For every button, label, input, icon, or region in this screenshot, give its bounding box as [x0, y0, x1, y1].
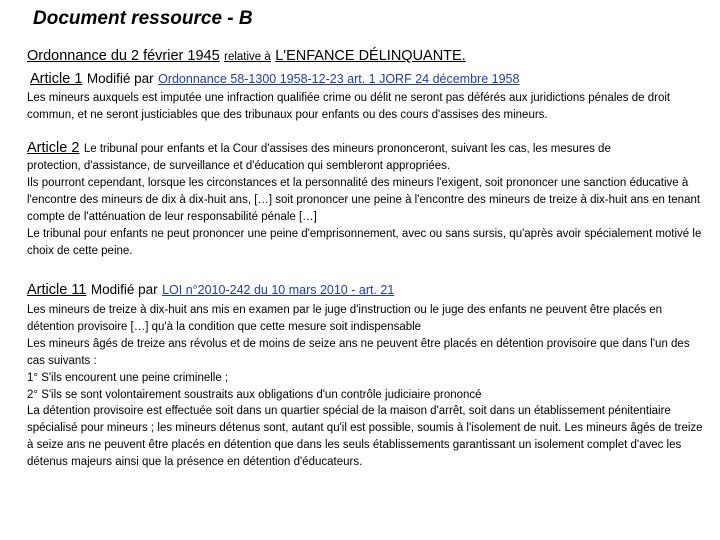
ordonnance-relative: relative à — [224, 51, 271, 63]
article-1 — [27, 70, 709, 124]
page-title: Document ressource - B — [33, 8, 253, 29]
article-1-modified: Modifié par — [86, 71, 154, 86]
article-11 — [27, 281, 709, 471]
article-1-label: Article 1 — [30, 71, 83, 87]
article-2-paragraph: protection, d'assistance, de surveillance et d'éducation qui sembleront appropriées. — [27, 160, 451, 172]
article-1-text: Les mineurs auxquels est imputée une infraction qualifiée crime ou délit ne seront pas déférés aux juridictions pénales de droit commun, et ne seront justiciables que des tribunaux pour enfants ou des cours d'assises des mineurs. — [27, 92, 671, 121]
article-11-paragraph: 1° S'ils encourent une peine criminelle ; — [27, 371, 229, 384]
article-2-paragraph: Le tribunal pour enfants ne peut prononcer une peine d'emprisonnement, avec ou sans sursis, qu'après avoir spécialement motivé le choix de cette peine. — [27, 227, 702, 257]
ordonnance-heading — [27, 47, 709, 66]
article-11-paragraph: Les mineurs âgés de treize ans révolus et de moins de seize ans ne peuvent être placés en détention provisoire que dans l'un des cas suivants : — [27, 337, 690, 367]
article-2 — [27, 139, 709, 259]
article-11-paragraph: Les mineurs de treize à dix-huit ans mis en examen par le juge d'instruction ou le juge des enfants ne peuvent être placés en détention provisoire […] qu'à la condition que cette mesure soit indispensable — [27, 304, 663, 333]
article-2-lead: Le tribunal pour enfants et la Cour d'assises des mineurs prononceront, suivant les cas, les mesures de — [83, 143, 611, 155]
article-2-label: Article 2 — [27, 140, 80, 156]
article-11-paragraph: La détention provisoire est effectuée soit dans un quartier spécial de la maison d'arrêt, soit dans un établissement pénitentiaire spécialisé pour mineurs ; les mineurs détenus sont, autant qu'il est possible, soumis à l'isolement de nuit. Les mineurs âgés de treize à seize ans ne peuvent être placés en détention que dans les seuls établissements garantissant un isolement complet d'avec les détenus majeurs ainsi que la présence en détention d'éducateurs. — [27, 405, 703, 469]
article-1-link[interactable]: Ordonnance 58-1300 1958-12-23 art. 1 JORF 24 décembre 1958 — [158, 72, 520, 86]
article-2-paragraph: Ils pourront cependant, lorsque les circonstances et la personnalité des mineurs l'exigent, soit prononcer une sanction éducative à l'encontre des mineurs de dix à dix-huit ans, […] soit prononcer une peine à l'encontre des mineurs de treize à dix-huit ans en tenant compte de l'atténuation de leur responsabilité pénale […] — [27, 176, 701, 223]
article-11-modified: Modifié par — [90, 282, 158, 297]
ordonnance-subject: L'ENFANCE DÉLINQUANTE. — [275, 48, 466, 64]
article-11-paragraph: 2° S'ils se sont volontairement soustraits aux obligations d'un contrôle judiciaire prononcé — [27, 388, 482, 401]
ordonnance-date: Ordonnance du 2 février 1945 — [27, 48, 220, 64]
article-11-link[interactable]: LOI n°2010-242 du 10 mars 2010 - art. 21 — [162, 283, 395, 297]
article-11-label: Article 11 — [27, 282, 87, 298]
